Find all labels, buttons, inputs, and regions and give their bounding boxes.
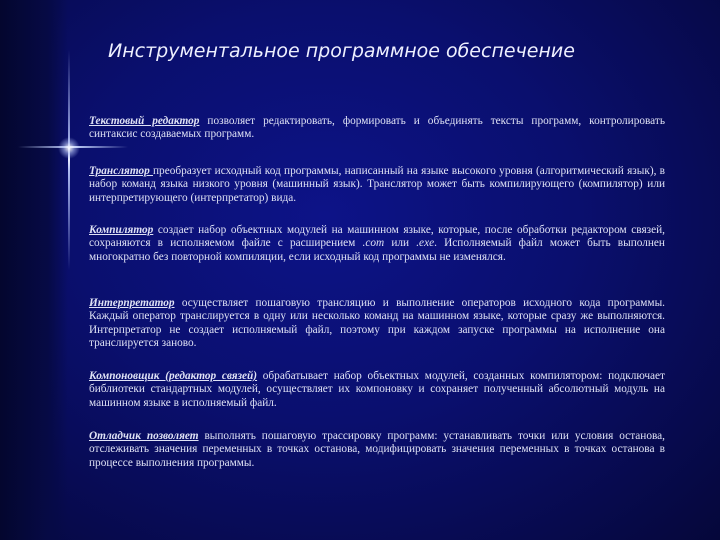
term-text-editor: Текстовый редактор xyxy=(89,115,200,127)
paragraph-debugger xyxy=(89,430,665,470)
paragraph-text: преобразует исходный код программы, написанный на языке высокого уровня (алгоритмический язык), в набор команд языка низкого уровня (машинный язык). Транслятор может быть компилирующего (компилятор) или интерпретирующего (интерпретатор) вида. xyxy=(89,165,665,204)
sparkle-star-icon xyxy=(58,137,80,159)
sparkle-star-vertical-ray xyxy=(68,50,70,270)
paragraph-text: создает набор объектных модулей на машинном языке, которые, после обработки редактором связей, сохраняются в исполняемом файле с расширением xyxy=(89,224,665,250)
paragraph-text: позволяет редактировать, формировать и объединять тексты программ, контролировать синтаксис создаваемых программ. xyxy=(89,115,665,141)
paragraph-text-editor xyxy=(89,115,665,142)
paragraph-translator xyxy=(89,165,665,205)
term-translator: Транслятор xyxy=(89,165,153,177)
paragraph-text: обрабатывает набор объектных модулей, созданных компилятором: подключает библиотеки стандартных модулей, осуществляет их компоновку и сохраняет полученный абсолютный модуль на машинном языке в исполняемый файл. xyxy=(89,370,665,409)
term-interpreter: Интерпретатор xyxy=(89,297,175,309)
extension-com: .com xyxy=(362,237,385,250)
paragraph-text: выполнять пошаговую трассировку программ: устанавливать точки или условия останова, отслеживать значения переменных в точках останова, модифицировать значения переменных в точках останова в процессе выполнения программы. xyxy=(89,430,665,469)
extension-exe: .exe xyxy=(416,237,435,250)
paragraph-text: или xyxy=(384,237,417,250)
term-linker: Компоновщик (редактор связей) xyxy=(89,370,258,382)
paragraph-text: осуществляет пошаговую трансляцию и выполнение операторов исходного кода программы. Каждый оператор транслируется в одну или несколько команд на машинном языке, которые сразу же выполняются. Интерпретатор не создает исполняемый файл, поэтому при каждом запуске программы на исполнение она транслируется заново. xyxy=(89,297,665,350)
left-decorative-band xyxy=(0,0,68,540)
term-compiler: Компилятор xyxy=(89,224,154,236)
term-debugger: Отладчик позволяет xyxy=(89,430,199,442)
paragraph-compiler xyxy=(89,224,665,264)
paragraph-interpreter xyxy=(89,297,665,351)
slide-title: Инструментальное программное обеспечение xyxy=(108,40,575,62)
paragraph-text: . Исполняемый файл может быть выполнен многократно без повторной компиляции, если исходный код программы не изменялся. xyxy=(89,237,665,263)
paragraph-linker xyxy=(89,370,665,410)
